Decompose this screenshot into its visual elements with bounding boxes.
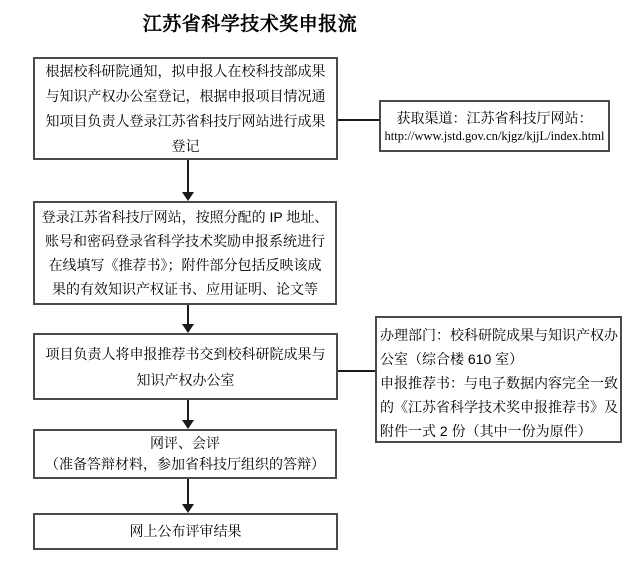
- note-1-heading: 获取渠道：江苏省科技厅网站：: [396, 109, 593, 126]
- arrow-head-icon: [182, 192, 194, 201]
- note-2-line: 的《江苏省科学技术奖申报推荐书》及: [380, 399, 618, 415]
- note-box-source-channel: [379, 100, 610, 152]
- arrow-head-icon: [182, 324, 194, 333]
- connector-line-step1-note1: [338, 119, 379, 121]
- arrow-shaft: [187, 479, 189, 506]
- flow-step-1-line: 与知识产权办公室登记，根据申报项目情况通: [45, 87, 326, 104]
- flow-step-4-line: 网评、会评: [150, 435, 220, 451]
- flow-step-2-box: [33, 201, 337, 305]
- down-arrow-1: [181, 160, 195, 201]
- flow-step-2-line: 账号和密码登录省科学技术奖励申报系统进行: [45, 233, 325, 249]
- flow-step-2-line: 登录江苏省科技厅网站，按照分配的 IP 地址、: [41, 209, 329, 225]
- flow-step-1-line: 根据校科研院通知，拟申报人在校科技部成果: [45, 62, 326, 79]
- flow-step-4-box: [33, 429, 337, 479]
- arrow-shaft: [187, 305, 189, 326]
- arrow-head-icon: [182, 420, 194, 429]
- flow-step-5-box: [33, 513, 338, 550]
- down-arrow-3: [181, 400, 195, 429]
- flow-step-3-line: 项目负责人将申报推荐书交到校科研院成果与: [45, 345, 326, 362]
- flow-step-2-line: 在线填写《推荐书》；附件部分包括反映该成: [48, 257, 322, 273]
- flow-step-1-box: [33, 57, 338, 160]
- flow-step-5-line: 网上公布评审结果: [129, 523, 242, 539]
- note-1-url: http://www.jstd.gov.cn/kjgz/kjjL/index.html: [384, 128, 605, 143]
- flow-step-4-line: （准备答辩材料，参加省科技厅组织的答辩）: [45, 456, 325, 472]
- note-2-line: 申报推荐书：与电子数据内容完全一致: [380, 375, 618, 391]
- flow-step-2-line: 果的有效知识产权证书、应用证明、论文等: [52, 281, 318, 297]
- flow-step-3-line: 知识产权办公室: [136, 371, 235, 388]
- note-box-handling-department: [375, 316, 622, 443]
- arrow-shaft: [187, 160, 189, 194]
- flow-step-1-line: 知项目负责人登录江苏省科技厅网站进行成果: [45, 112, 326, 129]
- flow-step-3-box: [33, 333, 338, 400]
- arrow-head-icon: [182, 504, 194, 513]
- note-2-line: 附件一式 2 份（其中一份为原件）: [380, 423, 592, 439]
- arrow-shaft: [187, 400, 189, 422]
- connector-line-step3-note2: [338, 370, 375, 372]
- down-arrow-4: [181, 479, 195, 513]
- down-arrow-2: [181, 305, 195, 333]
- flow-step-1-line: 登记: [171, 137, 200, 154]
- page-title: 江苏省科学技术奖申报流: [142, 14, 358, 35]
- note-2-line: 办理部门：校科研院成果与知识产权办: [380, 327, 618, 343]
- note-2-line: 公室（综合楼 610 室）: [380, 351, 524, 367]
